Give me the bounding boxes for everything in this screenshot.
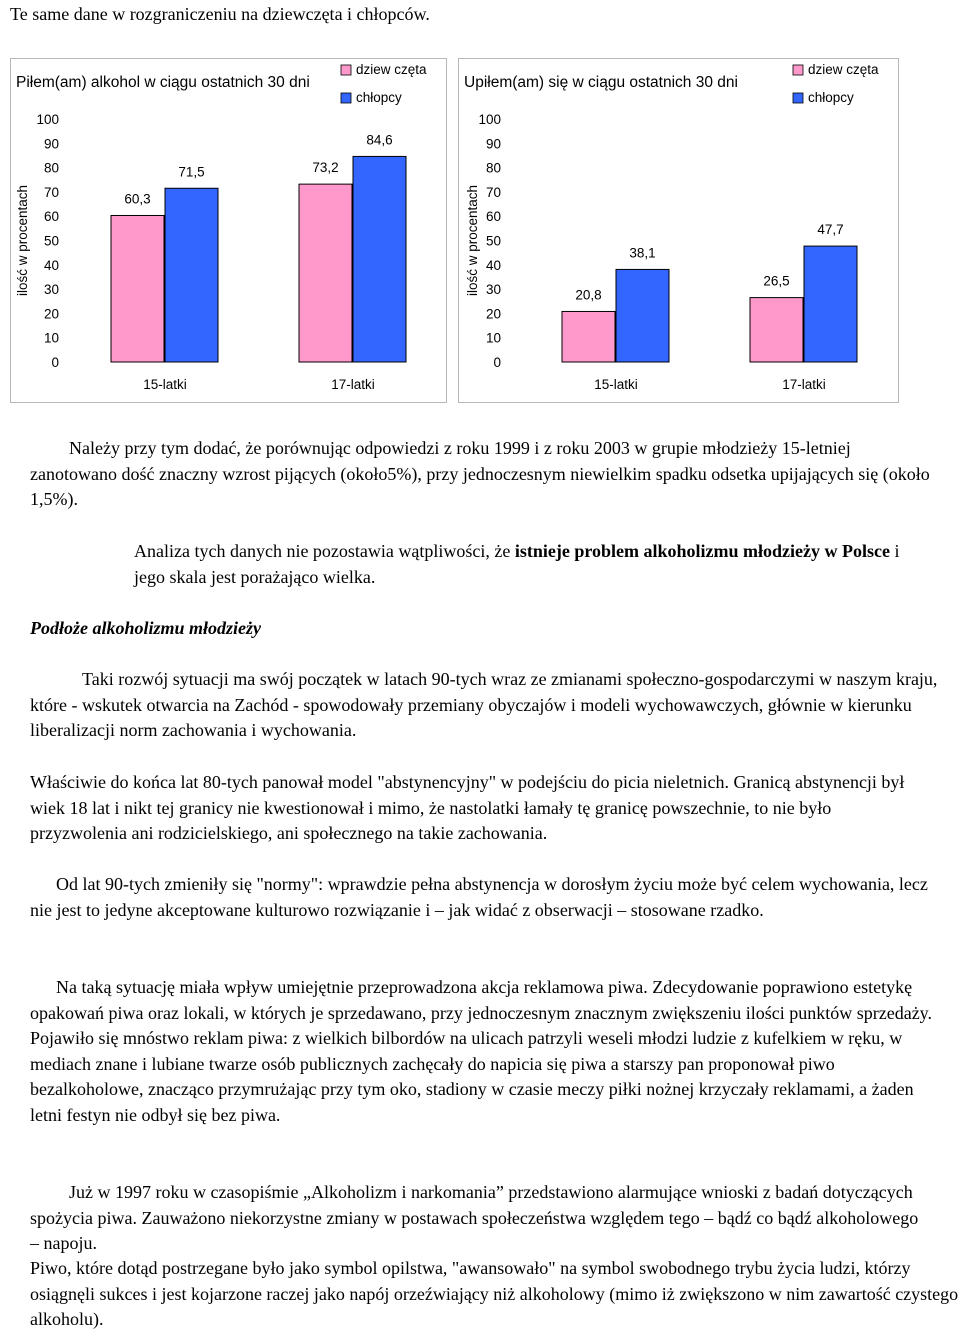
bar [299,184,352,362]
y-tick-label: 70 [485,184,501,200]
bar-value-label: 26,5 [763,273,790,289]
x-tick-label: 17-latki [331,377,375,392]
bar [353,156,406,362]
chart-drunk-svg [459,59,898,402]
bar-value-label: 71,5 [178,164,205,180]
section-title: Podłoże alkoholizmu młodzieży [30,618,262,638]
y-tick-label: 10 [485,330,501,346]
y-tick-label: 60 [43,209,59,225]
y-tick-label: 0 [493,355,501,370]
y-tick-label: 70 [43,184,59,200]
legend-swatch-1 [793,93,803,103]
legend-label-1: chłopcy [356,90,402,105]
x-tick-label: 15-latki [594,377,638,392]
x-tick-label: 17-latki [782,377,826,392]
legend-swatch-1 [341,93,351,103]
legend-label-0: dziew częta [808,62,879,77]
bar-value-label: 84,6 [366,132,393,148]
y-tick-label: 40 [43,257,59,273]
legend-label-1: chłopcy [808,90,854,105]
bar-value-label: 60,3 [124,191,151,207]
x-tick-label: 15-latki [143,377,187,392]
chart-title: Piłem(am) alkohol w ciągu ostatnich 30 dni [16,74,310,91]
analysis-tail: i jego skala jest porażająco wielka. [134,541,900,587]
y-axis-label: ilość w procentach [15,184,30,297]
chart-title: Upiłem(am) się w ciągu ostatnich 30 dni [464,74,738,91]
bar-value-label: 20,8 [575,287,602,303]
analysis-lead: Analiza tych danych nie pozostawia wątpliwości, że [134,541,515,561]
paragraph-advertising: Na taką sytuację miała wpływ umiejętnie przeprowadzona akcja reklamowa piwa. Zdecydowanie poprawiono estetykę opakowań piwa oraz lokali, w których je sprzedawano, przy jednoczesnym znacznym zwiększeniu ilości punktów sprzedaży. Pojawiło się mnóstwo reklam piwa: z wielkich bilbordów na ulicach patrzyli weseli młodzi ludzie z kufelkiem w ręku, w mediach znane i lubiane twarze osób publicznych zachęcały do napicia się piwa a starszy pan proponował piwo bezalkoholowe, znacząco przymrużając przy tym oko, stadiony w czasie meczy piłki nożnej krzyczały reklamami, a żaden letni festyn nie odbył się bez piwa. [30,977,933,1125]
y-tick-label: 80 [485,160,501,176]
y-tick-label: 20 [43,306,59,322]
page-heading: Te same dane w rozgraniczeniu na dziewczęta i chłopców. [10,4,430,24]
chart-drinking [10,58,447,403]
legend-label-0: dziew częta [356,62,427,77]
y-tick-label: 30 [485,282,501,298]
bar [616,269,669,362]
chart-drunk [458,58,899,403]
y-tick-label: 100 [36,112,59,127]
y-tick-label: 20 [485,306,501,322]
y-tick-label: 100 [478,112,501,127]
paragraph-analysis [134,539,924,590]
bar [111,215,164,362]
y-tick-label: 50 [485,233,501,249]
paragraph-beer-symbol: Piwo, które dotąd postrzegane było jako symbol opilstwa, "awansowało" na symbol swobodnego trybu życia ludzi, którzy osiągnęli sukces i jest kojarzone raczej jako napój orzeźwiający niż alkoholowy (mimo iż zwiększono w nim zawartość czystego alkoholu). [30,1258,959,1330]
legend-swatch-0 [793,65,803,75]
y-tick-label: 0 [51,355,59,370]
y-tick-label: 40 [485,257,501,273]
bar [165,188,218,362]
paragraph-1997-study: Już w 1997 roku w czasopiśmie „Alkoholizm i narkomania” przedstawiono alarmujące wnioski z badań dotyczących spożycia piwa. Zauważono niekorzystne zmiany w postawach społeczeństwa względem tego – bądź co bądź alkoholowego – napoju. [30,1182,919,1254]
paragraph-origin: Taki rozwój sytuacji ma swój początek w latach 90-tych wraz ze zmianami społeczno-gospodarczymi w naszym kraju, które - wskutek otwarcia na Zachód - spowodowały przemiany obyczajów i modeli wychowawczych, głównie w kierunku liberalizacji norm zachowania i wychowania. [30,669,938,741]
bar-value-label: 47,7 [817,222,844,238]
y-tick-label: 50 [43,233,59,249]
bar [750,298,803,362]
y-tick-label: 80 [43,160,59,176]
bar [804,246,857,362]
analysis-bold: istnieje problem alkoholizmu młodzieży w Polsce [514,541,891,561]
legend-swatch-0 [341,65,351,75]
bar-value-label: 38,1 [629,245,656,261]
y-tick-label: 30 [43,282,59,298]
chart-drinking-svg [11,59,446,402]
y-tick-label: 60 [485,209,501,225]
bar-value-label: 73,2 [312,160,339,176]
y-axis-label: ilość w procentach [465,184,480,297]
paragraph-abstinence-model: Właściwie do końca lat 80-tych panował model "abstynencyjny" w podejściu do picia nieletnich. Granicą abstynencji był wiek 18 lat i nikt tej granicy nie kwestionował i mimo, że nastolatki łamały tę granicę powszechnie, to nie było przyzwolenia ani rodzicielskiego, ani społecznego na takie zachowania. [30,772,905,844]
y-tick-label: 10 [43,330,59,346]
paragraph-comparison: Należy przy tym dodać, że porównując odpowiedzi z roku 1999 i z roku 2003 w grupie młodzieży 15-letniej zanotowano dość znaczny wzrost pijących (około5%), przy jednoczesnym niewielkim spadku odsetka upijających się (około 1,5%). [30,438,930,510]
y-tick-label: 90 [485,136,501,152]
bar [562,311,615,362]
y-tick-label: 90 [43,136,59,152]
paragraph-norms: Od lat 90-tych zmieniły się "normy": wprawdzie pełna abstynencja w dorosłym życiu może być celem wychowania, lecz nie jest to jedyne akceptowane kulturowo rozwiązanie i – jak widać z obserwacji – stosowane rzadko. [30,874,928,920]
